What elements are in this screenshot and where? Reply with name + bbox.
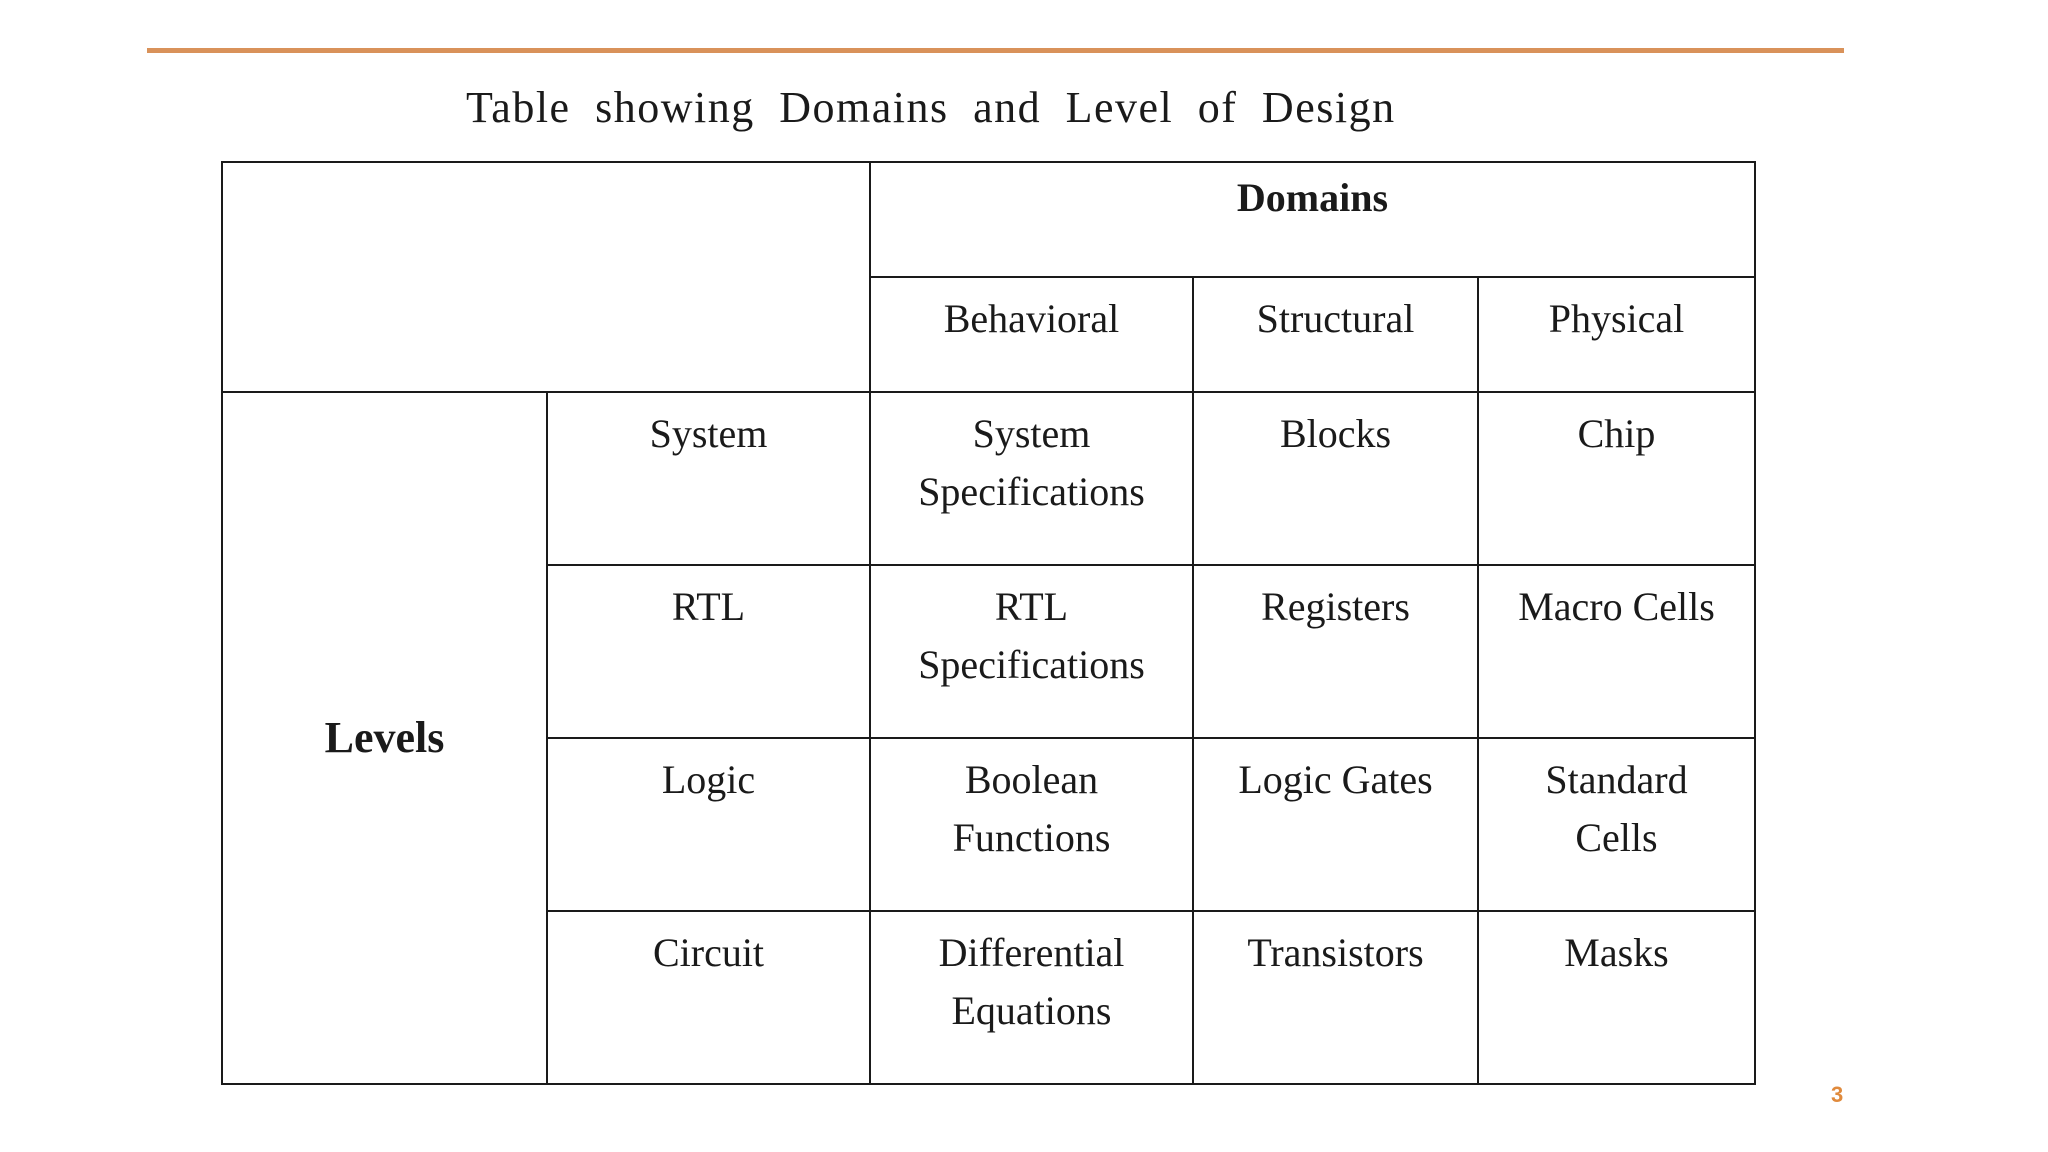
structural-cell: Blocks — [1193, 392, 1478, 565]
behavioral-cell — [870, 911, 1193, 1084]
behavioral-cell — [870, 565, 1193, 738]
physical-cell: Chip — [1478, 392, 1755, 565]
table-header-row — [222, 162, 1755, 277]
column-header-behavioral: Behavioral — [870, 277, 1193, 392]
physical-cell: Masks — [1478, 911, 1755, 1084]
empty-corner-cell — [222, 162, 870, 392]
physical-cell — [1478, 738, 1755, 911]
cell-text: System Specifications — [918, 411, 1145, 514]
structural-cell: Logic Gates — [1193, 738, 1478, 911]
table-row — [222, 392, 1755, 565]
page-title: Table showing Domains and Level of Design — [466, 83, 1396, 132]
level-name: Logic — [547, 738, 870, 911]
level-name: RTL — [547, 565, 870, 738]
domains-levels-table — [221, 161, 1756, 1085]
top-accent-rule — [147, 48, 1844, 53]
level-name: Circuit — [547, 911, 870, 1084]
cell-text: Boolean Functions — [952, 757, 1111, 860]
behavioral-cell — [870, 738, 1193, 911]
column-header-structural: Structural — [1193, 277, 1478, 392]
cell-text: Standard Cells — [1545, 757, 1688, 860]
level-name: System — [547, 392, 870, 565]
cell-text: Differential Equations — [938, 930, 1125, 1033]
column-header-physical: Physical — [1478, 277, 1755, 392]
cell-text: RTL Specifications — [918, 584, 1145, 687]
structural-cell: Registers — [1193, 565, 1478, 738]
structural-cell: Transistors — [1193, 911, 1478, 1084]
domains-header: Domains — [870, 162, 1755, 277]
physical-cell: Macro Cells — [1478, 565, 1755, 738]
behavioral-cell — [870, 392, 1193, 565]
page-number: 3 — [1831, 1082, 1844, 1107]
levels-header: Levels — [222, 392, 547, 1084]
